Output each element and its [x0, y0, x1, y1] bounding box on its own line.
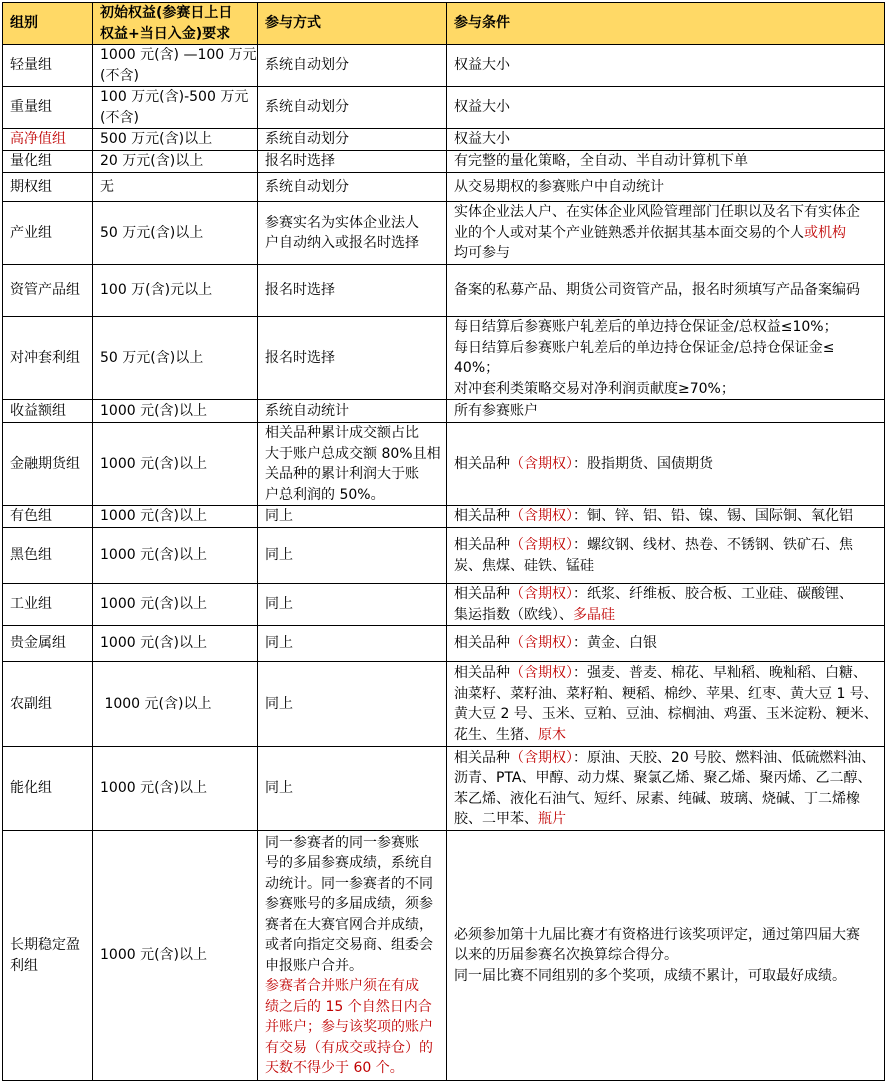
- table-row: [3, 626, 885, 662]
- cell-text: 报名时选择: [265, 282, 335, 299]
- participation-condition-cell: [447, 747, 885, 831]
- header-initial-equity: 初始权益(参赛日上日 权益+当日入金)要求: [93, 3, 258, 45]
- cell-text: 500 万元(含)以上: [100, 131, 213, 148]
- group-cell: [3, 173, 93, 202]
- cell-text: 100 万(含)元以上: [100, 282, 213, 299]
- cell-text: 同一参赛者的同一参赛账 号的多届参赛成绩，系统自 动统计。同一参赛者的不同 参赛账号的多届成绩，须参 赛者在大赛官网合并成绩， 或者向指定交易商、组委会 申报账户合并。: [265, 834, 433, 974]
- table-row: [3, 45, 885, 87]
- group-cell: [3, 831, 93, 1081]
- competition-groups-table: [2, 2, 885, 1081]
- cell-text: ：螺纹钢、线材、热卷、不锈钢、铁矿石、焦 炭、焦煤、硅铁、锰硅: [454, 537, 853, 574]
- participation-method-cell: [258, 506, 447, 528]
- cell-text: 期权组: [10, 178, 52, 195]
- cell-text: 相关品种: [454, 537, 510, 553]
- initial-equity-cell: [93, 831, 258, 1081]
- group-cell: [3, 87, 93, 129]
- cell-text: 50 万元(含)以上: [100, 349, 204, 366]
- initial-equity-cell: [93, 87, 258, 129]
- initial-equity-cell: [93, 129, 258, 151]
- participation-method-cell: [258, 151, 447, 173]
- cell-text: 轻量组: [10, 57, 52, 74]
- cell-text: 1000 元(含)以上: [100, 402, 208, 419]
- highlighted-text: （含期权）: [510, 455, 573, 472]
- group-cell: [3, 423, 93, 506]
- participation-condition-cell: [447, 506, 885, 528]
- table-row: [3, 506, 885, 528]
- highlighted-text: （含期权）: [510, 749, 573, 766]
- cell-text: 同上: [265, 635, 293, 652]
- highlighted-text: （含期权）: [510, 537, 573, 553]
- cell-text: 同上: [265, 508, 293, 525]
- cell-text: 实体企业法人户、在实体企业风险管理部门任职以及名下有实体企 业的个人或对某个产业链熟悉并依据其基本面交易的个人: [454, 204, 860, 241]
- cell-text: ：强麦、普麦、棉花、早籼稻、晚籼稻、白糖、 油菜籽、菜籽油、菜籽粕、粳稻、棉纱、苹果、红枣、黄大豆 1 号、 黄大豆 2 号、玉米、豆粕、豆油、棕榈油、鸡蛋、玉米淀粉、粳米、 花生、生猪、: [454, 665, 878, 743]
- table-row: [3, 317, 885, 400]
- cell-text: ：纸浆、纤维板、胶合板、工业硅、碳酸锂、 集运指数（欧线）、: [454, 586, 853, 623]
- cell-text: 1000 元(含)以上: [100, 947, 208, 964]
- cell-text: 对冲套利组: [10, 349, 80, 366]
- participation-method-cell: [258, 202, 447, 265]
- cell-text: 50 万元(含)以上: [100, 224, 204, 241]
- group-cell: [3, 317, 93, 400]
- participation-condition-cell: [447, 423, 885, 506]
- initial-equity-cell: [93, 747, 258, 831]
- cell-text: 1000 元(含) —100 万元 (不含): [100, 47, 257, 84]
- initial-equity-cell: [93, 202, 258, 265]
- initial-equity-cell: [93, 265, 258, 317]
- cell-text: 所有参赛账户: [454, 402, 538, 419]
- header-participation-conditions: 参与条件: [447, 3, 885, 45]
- group-cell: [3, 400, 93, 423]
- group-cell: [3, 265, 93, 317]
- initial-equity-cell: [93, 151, 258, 173]
- participation-condition-cell: [447, 528, 885, 584]
- cell-text: 1000 元(含)以上: [100, 596, 208, 613]
- initial-equity-cell: [93, 45, 258, 87]
- group-cell: [3, 151, 93, 173]
- initial-equity-cell: [93, 662, 258, 747]
- participation-method-cell: [258, 129, 447, 151]
- cell-text: 报名时选择: [265, 349, 335, 366]
- participation-condition-cell: [447, 45, 885, 87]
- participation-condition-cell: [447, 400, 885, 423]
- initial-equity-cell: [93, 528, 258, 584]
- cell-text: 系统自动统计: [265, 402, 349, 419]
- table-row: [3, 400, 885, 423]
- participation-method-cell: [258, 87, 447, 129]
- highlighted-text: 高净值组: [10, 131, 66, 148]
- group-cell: [3, 528, 93, 584]
- cell-text: 相关品种: [454, 635, 510, 652]
- participation-condition-cell: [447, 265, 885, 317]
- group-cell: [3, 662, 93, 747]
- cell-text: 资管产品组: [10, 282, 80, 299]
- cell-text: 1000 元(含)以上: [100, 455, 208, 472]
- cell-text: 系统自动划分: [265, 131, 349, 148]
- cell-text: 产业组: [10, 224, 52, 241]
- cell-text: 1000 元(含)以上: [100, 695, 212, 712]
- participation-condition-cell: [447, 317, 885, 400]
- highlighted-text: 瓶片: [538, 811, 566, 827]
- cell-text: 系统自动划分: [265, 57, 349, 74]
- table-row: [3, 831, 885, 1081]
- initial-equity-cell: [93, 423, 258, 506]
- table-row: [3, 87, 885, 129]
- cell-text: 备案的私募产品、期货公司资管产品，报名时须填写产品备案编码: [454, 282, 860, 299]
- table-row: [3, 129, 885, 151]
- highlighted-text: 多晶硅: [573, 606, 615, 623]
- group-cell: [3, 202, 93, 265]
- cell-text: ：黄金、白银: [573, 635, 657, 652]
- cell-text: 必须参加第十九届比赛才有资格进行该奖项评定，通过第四届大赛 以来的历届参赛名次换算综合得分。 同一届比赛不同组别的多个奖项，成绩不累计，可取最好成绩。: [454, 926, 860, 984]
- participation-method-cell: [258, 45, 447, 87]
- cell-text: 1000 元(含)以上: [100, 547, 208, 564]
- group-cell: [3, 584, 93, 626]
- cell-text: 有完整的量化策略，全自动、半自动计算机下单: [454, 153, 748, 170]
- cell-text: ：股指期货、国债期货: [573, 455, 713, 472]
- cell-text: 金融期货组: [10, 455, 80, 472]
- cell-text: 相关品种累计成交额占比 大于账户总成交额 80%且相 关品种的累计利润大于账 户总利润的 50%。: [265, 425, 441, 503]
- highlighted-text: （含期权）: [510, 508, 573, 525]
- participation-condition-cell: [447, 87, 885, 129]
- participation-method-cell: [258, 317, 447, 400]
- table-body: [3, 45, 885, 1081]
- participation-method-cell: [258, 747, 447, 831]
- participation-method-cell: [258, 626, 447, 662]
- participation-method-cell: [258, 584, 447, 626]
- participation-condition-cell: [447, 173, 885, 202]
- header-row: [3, 3, 885, 45]
- participation-method-cell: [258, 173, 447, 202]
- group-cell: [3, 45, 93, 87]
- cell-text: 20 万元(含)以上: [100, 153, 204, 170]
- table-row: [3, 151, 885, 173]
- participation-condition-cell: [447, 202, 885, 265]
- cell-text: 均可参与: [454, 245, 510, 262]
- cell-text: 1000 元(含)以上: [100, 780, 208, 797]
- initial-equity-cell: [93, 506, 258, 528]
- participation-condition-cell: [447, 584, 885, 626]
- highlighted-text: （含期权）: [510, 665, 573, 681]
- cell-text: 相关品种: [454, 508, 510, 525]
- cell-text: ：铜、锌、铝、铅、镍、锡、国际铜、氧化铝: [573, 508, 853, 525]
- cell-text: 同上: [265, 695, 293, 712]
- table-row: [3, 747, 885, 831]
- cell-text: 黑色组: [10, 547, 52, 564]
- participation-method-cell: [258, 528, 447, 584]
- participation-condition-cell: [447, 129, 885, 151]
- participation-method-cell: [258, 831, 447, 1081]
- cell-text: 参赛实名为实体企业法人 户自动纳入或报名时选择: [265, 214, 419, 251]
- cell-text: 1000 元(含)以上: [100, 635, 208, 652]
- group-cell: [3, 129, 93, 151]
- cell-text: 相关品种: [454, 749, 510, 766]
- cell-text: 相关品种: [454, 455, 510, 472]
- cell-text: 重量组: [10, 99, 52, 116]
- table-row: [3, 202, 885, 265]
- initial-equity-cell: [93, 626, 258, 662]
- participation-condition-cell: [447, 151, 885, 173]
- table-row: [3, 662, 885, 747]
- cell-text: 能化组: [10, 780, 52, 797]
- cell-text: 相关品种: [454, 665, 510, 681]
- cell-text: 1000 元(含)以上: [100, 508, 208, 525]
- initial-equity-cell: [93, 173, 258, 202]
- initial-equity-cell: [93, 317, 258, 400]
- cell-text: 权益大小: [454, 131, 510, 148]
- group-cell: [3, 747, 93, 831]
- highlighted-text: 原木: [538, 726, 566, 743]
- cell-text: 每日结算后参赛账户轧差后的单边持仓保证金/总权益≤10%； 每日结算后参赛账户轧差后的单边持仓保证金/总持仓保证金≤ 40%； 对冲套利类策略交易对净利润贡献度≥70%；: [454, 319, 838, 397]
- table-row: [3, 528, 885, 584]
- participation-method-cell: [258, 400, 447, 423]
- participation-method-cell: [258, 423, 447, 506]
- cell-text: 无: [100, 178, 114, 195]
- group-cell: [3, 506, 93, 528]
- participation-method-cell: [258, 662, 447, 747]
- highlighted-text: 参赛者合并账户须在有成 绩之后的 15 个自然日内合 并账户；参与该奖项的账户 有交易（有成交或持仓）的 天数不得少于 60 个。: [265, 978, 433, 1076]
- table-row: [3, 423, 885, 506]
- participation-condition-cell: [447, 831, 885, 1081]
- cell-text: 系统自动划分: [265, 178, 349, 195]
- highlighted-text: （含期权）: [510, 635, 573, 652]
- cell-text: 权益大小: [454, 99, 510, 116]
- cell-text: 工业组: [10, 596, 52, 613]
- participation-method-cell: [258, 265, 447, 317]
- table-row: [3, 173, 885, 202]
- cell-text: 同上: [265, 596, 293, 613]
- cell-text: 同上: [265, 547, 293, 564]
- initial-equity-cell: [93, 400, 258, 423]
- highlighted-text: （含期权）: [510, 586, 573, 602]
- cell-text: 系统自动划分: [265, 99, 349, 116]
- cell-text: 收益额组: [10, 402, 66, 419]
- cell-text: 量化组: [10, 153, 52, 170]
- initial-equity-cell: [93, 584, 258, 626]
- cell-text: 从交易期权的参赛账户中自动统计: [454, 178, 664, 195]
- cell-text: 100 万元(含)-500 万元 (不含): [100, 89, 249, 126]
- table-row: [3, 265, 885, 317]
- cell-text: 权益大小: [454, 57, 510, 74]
- cell-text: 农副组: [10, 695, 52, 712]
- cell-text: 有色组: [10, 508, 52, 525]
- header-participation-method: 参与方式: [258, 3, 447, 45]
- highlighted-text: 或机构: [804, 224, 846, 241]
- cell-text: 相关品种: [454, 586, 510, 602]
- cell-text: 长期稳定盈 利组: [10, 937, 80, 974]
- participation-condition-cell: [447, 662, 885, 747]
- cell-text: ：原油、天胶、20 号胶、燃料油、低硫燃料油、 沥青、PTA、甲醇、动力煤、聚氯乙烯、聚乙烯、聚丙烯、乙二醇、 苯乙烯、液化石油气、短纤、尿素、纯碱、玻璃、烧碱、丁二烯橡 胶、二甲苯、: [454, 749, 876, 827]
- table-row: [3, 584, 885, 626]
- participation-condition-cell: [447, 626, 885, 662]
- cell-text: 报名时选择: [265, 153, 335, 170]
- cell-text: 同上: [265, 780, 293, 797]
- group-cell: [3, 626, 93, 662]
- header-group: 组别: [3, 3, 93, 45]
- cell-text: 贵金属组: [10, 635, 66, 652]
